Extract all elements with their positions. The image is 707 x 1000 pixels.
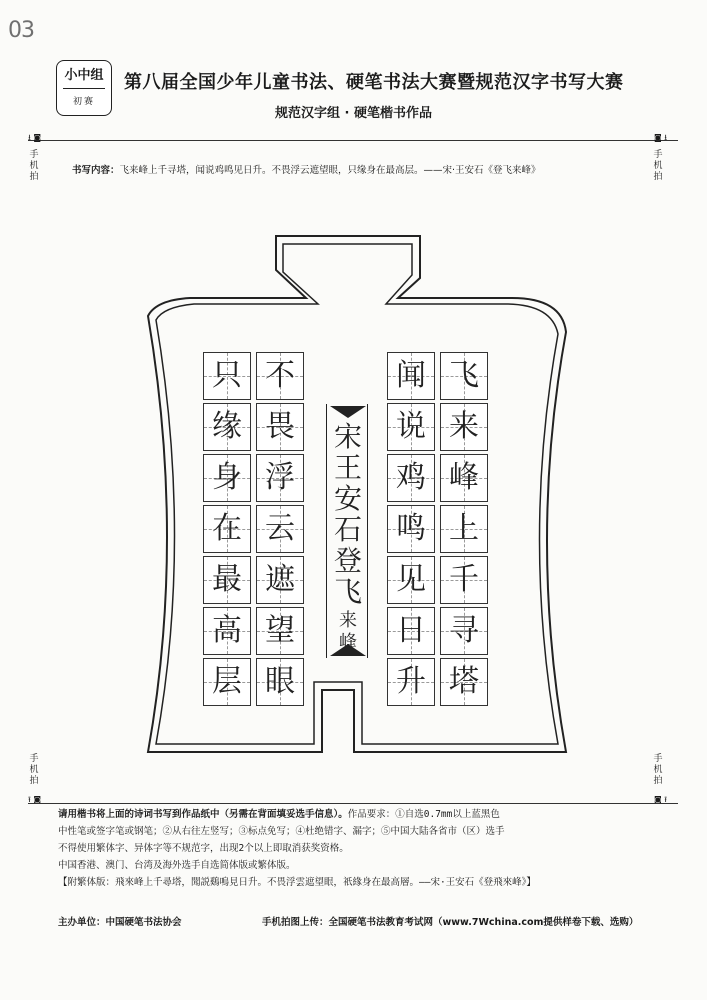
attribution-character: 安 bbox=[333, 482, 362, 515]
grid-cell bbox=[256, 658, 304, 706]
grid-cell bbox=[203, 658, 251, 706]
page-number: 03 bbox=[8, 18, 34, 43]
grid-cell bbox=[256, 352, 304, 400]
bottom-divider bbox=[28, 803, 678, 804]
grid-character: 鸣 bbox=[396, 511, 426, 546]
grid-character: 千 bbox=[449, 562, 479, 597]
grid-character: 畏 bbox=[265, 409, 295, 444]
corner-mark-bottom-right: ◙ ⭱ bbox=[654, 795, 668, 804]
grid-cell bbox=[203, 352, 251, 400]
badge-round: 初赛 bbox=[72, 97, 95, 107]
grid-cell bbox=[387, 556, 435, 604]
grid-character: 升 bbox=[396, 664, 426, 699]
attribution-character: 飞 bbox=[333, 575, 362, 608]
grid-character: 上 bbox=[449, 511, 479, 546]
camera-icon: ◙ bbox=[654, 795, 662, 804]
attribution-character: 石 bbox=[333, 513, 362, 546]
grid-character: 最 bbox=[212, 562, 242, 597]
grid-cell bbox=[387, 454, 435, 502]
requirements bbox=[58, 806, 658, 891]
grid-character: 飞 bbox=[449, 358, 479, 393]
grid-character: 高 bbox=[212, 613, 242, 648]
grid-character: 云 bbox=[265, 511, 295, 546]
grid-cell bbox=[256, 505, 304, 553]
grid-character: 闻 bbox=[396, 358, 426, 393]
attribution-top-bracket bbox=[330, 406, 366, 418]
grid-cell bbox=[203, 454, 251, 502]
requirements-lead: 请用楷书将上面的诗词书写到作品纸中（另需在背面填妥选手信息）。 bbox=[58, 809, 348, 820]
grid-character: 缘 bbox=[212, 409, 242, 444]
side-label-top-right: 手机拍 bbox=[653, 150, 663, 182]
corner-mark-top-right: ◙ ⭳ bbox=[654, 133, 668, 142]
grid-cell bbox=[440, 454, 488, 502]
grid-character: 只 bbox=[212, 358, 242, 393]
grid-cell bbox=[203, 556, 251, 604]
attribution-character: 宋 bbox=[333, 420, 362, 453]
attribution-character: 峰 bbox=[339, 632, 357, 653]
grid-character: 说 bbox=[396, 409, 426, 444]
grid-character: 塔 bbox=[449, 664, 479, 699]
grid-cell bbox=[440, 505, 488, 553]
grid-cell bbox=[256, 454, 304, 502]
side-label-bottom-left: 手机拍 bbox=[29, 754, 39, 786]
attribution-character: 登 bbox=[333, 544, 362, 577]
grid-character: 身 bbox=[212, 460, 242, 495]
requirements-line1: 作品要求：①自选0.7mm以上蓝黑色 bbox=[347, 809, 500, 820]
grid-cell bbox=[256, 607, 304, 655]
footer-organizer: 主办单位：中国硬笔书法协会 bbox=[58, 917, 182, 928]
writing-content-label: 书写内容： bbox=[72, 165, 120, 176]
grid-character: 眼 bbox=[265, 664, 295, 699]
grid-character: 层 bbox=[212, 664, 242, 699]
requirements-line2: 中性笔或签字笔或钢笔；②从右往左竖写；③标点免写；④杜绝错字、漏字；⑤中国大陆各省市（区）选手 bbox=[58, 826, 505, 837]
grid-character: 寻 bbox=[449, 613, 479, 648]
grid-cell bbox=[387, 352, 435, 400]
footer-upload: 手机拍图上传：全国硬笔书法教育考试网（www.7Wchina.com提供样卷下载、选购） bbox=[262, 917, 639, 928]
grid-cell bbox=[387, 403, 435, 451]
corner-mark-bottom-left: ⭱ ◙ bbox=[28, 795, 42, 804]
grid-cell bbox=[203, 403, 251, 451]
grid-character: 峰 bbox=[449, 460, 479, 495]
side-label-top-left: 手机拍 bbox=[29, 150, 39, 182]
grid-cell bbox=[440, 607, 488, 655]
corner-mark-top-left: ⭳ ◙ bbox=[28, 133, 42, 142]
side-label-bottom-right: 手机拍 bbox=[653, 754, 663, 786]
grid-cell bbox=[387, 658, 435, 706]
grid-cell bbox=[440, 658, 488, 706]
camera-icon: ◙ bbox=[33, 133, 42, 142]
requirements-traditional: 【附繁体版：飛來峰上千尋塔，聞説鷄鳴見日升。不畏浮雲遮望眼，祇緣身在最高層。——宋·王安石《登飛來峰》】 bbox=[58, 877, 536, 888]
grid-cell bbox=[256, 403, 304, 451]
attribution-character: 王 bbox=[333, 451, 362, 484]
camera-icon: ◙ bbox=[654, 133, 662, 142]
grid-character: 浮 bbox=[265, 460, 295, 495]
requirements-line3: 不得使用繁体字、异体字等不规范字，出现2个以上即取消获奖资格。 bbox=[58, 843, 349, 854]
page-subtitle: 规范汉字组 · 硬笔楷书作品 bbox=[275, 106, 432, 121]
requirements-line4: 中国香港、澳门、台湾及海外选手自选简体版或繁体版。 bbox=[58, 860, 296, 871]
grid-character: 在 bbox=[212, 511, 242, 546]
badge-group: 小中组 bbox=[64, 68, 104, 83]
grid-cell bbox=[203, 607, 251, 655]
grid-character: 遮 bbox=[265, 562, 295, 597]
grid-cell bbox=[387, 505, 435, 553]
grid-character: 不 bbox=[265, 358, 295, 393]
grid-cell bbox=[387, 607, 435, 655]
grid-character: 望 bbox=[265, 613, 295, 648]
camera-icon: ◙ bbox=[33, 795, 42, 804]
page-title: 第八届全国少年儿童书法、硬笔书法大赛暨规范汉字书写大赛 bbox=[124, 72, 624, 93]
grid-cell bbox=[440, 403, 488, 451]
attribution-column bbox=[326, 404, 368, 658]
grid-cell bbox=[440, 556, 488, 604]
writing-content-text: 飞来峰上千寻塔，闻说鸡鸣见日升。不畏浮云遮望眼，只缘身在最高层。——宋·王安石《登飞来峰》 bbox=[119, 165, 541, 176]
grid-character: 来 bbox=[449, 409, 479, 444]
grid-cell bbox=[203, 505, 251, 553]
grid-character: 鸡 bbox=[396, 460, 426, 495]
grid-character: 日 bbox=[396, 613, 426, 648]
grid-cell bbox=[440, 352, 488, 400]
attribution-character: 来 bbox=[339, 610, 357, 631]
grid-character: 见 bbox=[396, 562, 426, 597]
grid-cell bbox=[256, 556, 304, 604]
